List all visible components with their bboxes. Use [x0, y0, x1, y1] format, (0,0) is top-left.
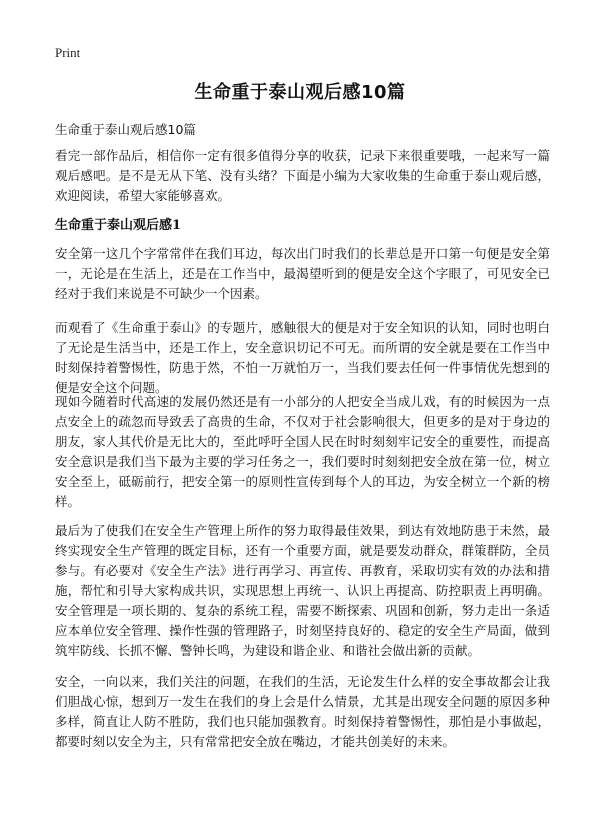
body-paragraph-3: 现如今随着时代高速的发展仍然还是有一小部分的人把安全当成儿戏，有的时候因为一点点安全上的疏忽而导致丢了高贵的生命，不仅对于社会影响很大，但更多的是对于身边的朋友，家人其代价是无比大的，至此呼吁全国人民在时时刻刻牢记安全的重要性，而提高安全意识是我们当下最为主要的学习任务之一，我们要时时刻刻把安全放在第一位，树立安全至上，砥砺前行，把安全第一的原则性宣传到每个人的耳边，为安全树立一个新的榜样。 — [55, 394, 550, 509]
page-title: 生命重于泰山观后感10篇 — [194, 82, 406, 103]
body-paragraph-5: 安全，一向以来，我们关注的问题，在我们的生活，无论发生什么样的安全事故都会让我们胆战心惊，想到万一发生在我们的身上会是什么情景，尤其是出现安全问题的原因多种多样，简直让人防不胜防，我们也只能加强教育。时刻保持着警惕性，那怕是小事做起，都要时刻以安全为主，只有常常把安全放在嘴边，才能共创美好的未来。 — [55, 674, 550, 749]
print-link[interactable]: Print — [55, 45, 81, 60]
body-paragraph-4: 最后为了使我们在安全生产管理上所作的努力取得最佳效果，到达有效地防患于未然，最终实现安全生产管理的既定目标，还有一个重要方面，就是要发动群众，群策群防，全员参与。有必要对《安全生产法》进行再学习、再宣传、再教育，采取切实有效的办法和措施，帮忙和引导大家构成共识，实现思想上再统一、认识上再提高、防控职责上再明确。安全管理是一项长期的、复杂的系统工程，需要不断探索、巩固和创新，努力走出一条适应本单位安全管理、操作性强的管理路子，时刻坚持良好的、稳定的安全生产局面，做到筑牢防线、长抓不懈、警钟长鸣，为建设和谐企业、和谐社会做出新的贡献。 — [55, 523, 550, 658]
document-subtitle: 生命重于泰山观后感10篇 — [55, 122, 196, 137]
section-heading: 生命重于泰山观后感1 — [55, 218, 182, 233]
body-paragraph-2: 而观看了《生命重于泰山》的专题片，感触很大的便是对于安全知识的认知，同时也明白了无论是生活当中，还是工作上，安全意识切记不可无。而所谓的安全就是要在工作当中时刻保持着警惕性，防患于然，不怕一万就怕万一，当我们要去任何一件事情优先想到的便是安全这个问题。 — [55, 320, 550, 395]
body-paragraph-1: 安全第一这几个字常常伴在我们耳边，每次出门时我们的长辈总是开口第一句便是安全第一，无论是在生活上，还是在工作当中，最渴望听到的便是安全这个字眼了，可见安全已经对于我们来说是不可缺少一个因素。 — [55, 246, 550, 301]
intro-paragraph: 看完一部作品后，相信你一定有很多值得分享的收获，记录下来很重要哦，一起来写一篇观后感吧。是不是无从下笔、没有头绪？下面是小编为大家收集的生命重于泰山观后感，欢迎阅读，希望大家能够喜欢。 — [55, 148, 550, 203]
